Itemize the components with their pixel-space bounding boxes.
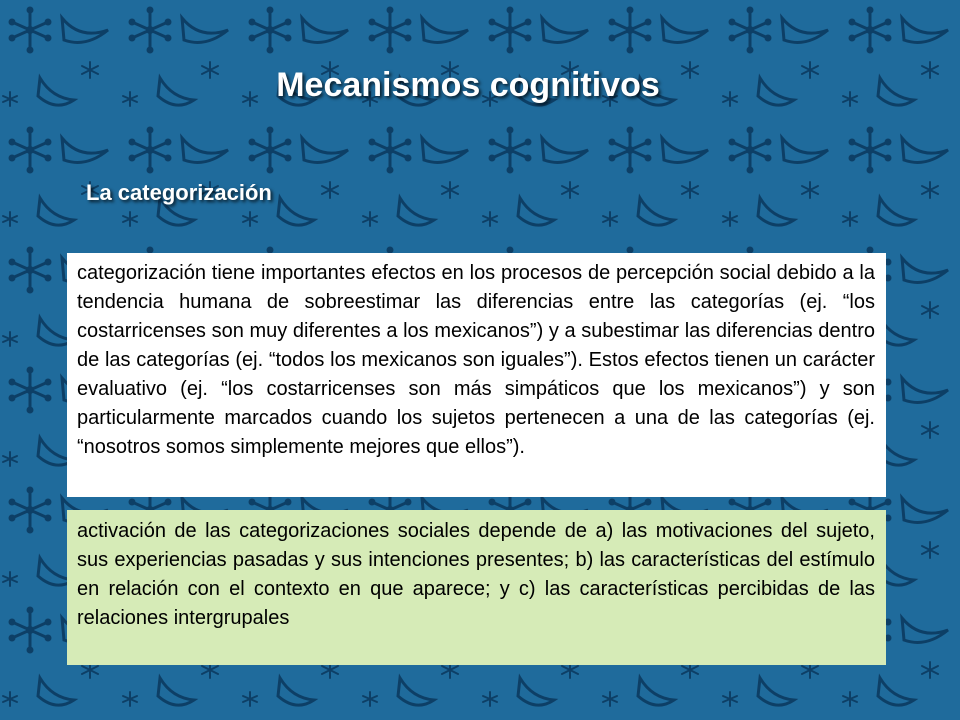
paragraph-box-white [67,253,886,497]
paragraph-categorization-effects: categorización tiene importantes efectos en los procesos de percepción social debido a la tendencia humana de sobreestimar las diferencias entre las categorías (ej. “los costarricenses son muy diferentes a los mexicanos”) y a subestimar las diferencias dentro de las categorías (ej. “todos los mexicanos son iguales”). Estos efectos tienen un carácter evaluativo (ej. “los costarricenses son más simpáticos que los mexicanos”) y son particularmente marcados cuando los sujetos pertenecen a una de las categorías (ej. “nosotros somos simplemente mejores que ellos”). [77,262,875,458]
slide-title: Mecanismos cognitivos [276,66,660,104]
paragraph-categorization-activation: activación de las categorizaciones sociales depende de a) las motivaciones del sujeto, sus experiencias pasadas y sus intenciones presentes; b) las características del estímulo en relación con el contexto en que aparece; y c) las características percibidas de las relaciones intergrupales [77,520,875,629]
paragraph-box-green [67,510,886,665]
slide-subtitle: La categorización [86,180,272,205]
